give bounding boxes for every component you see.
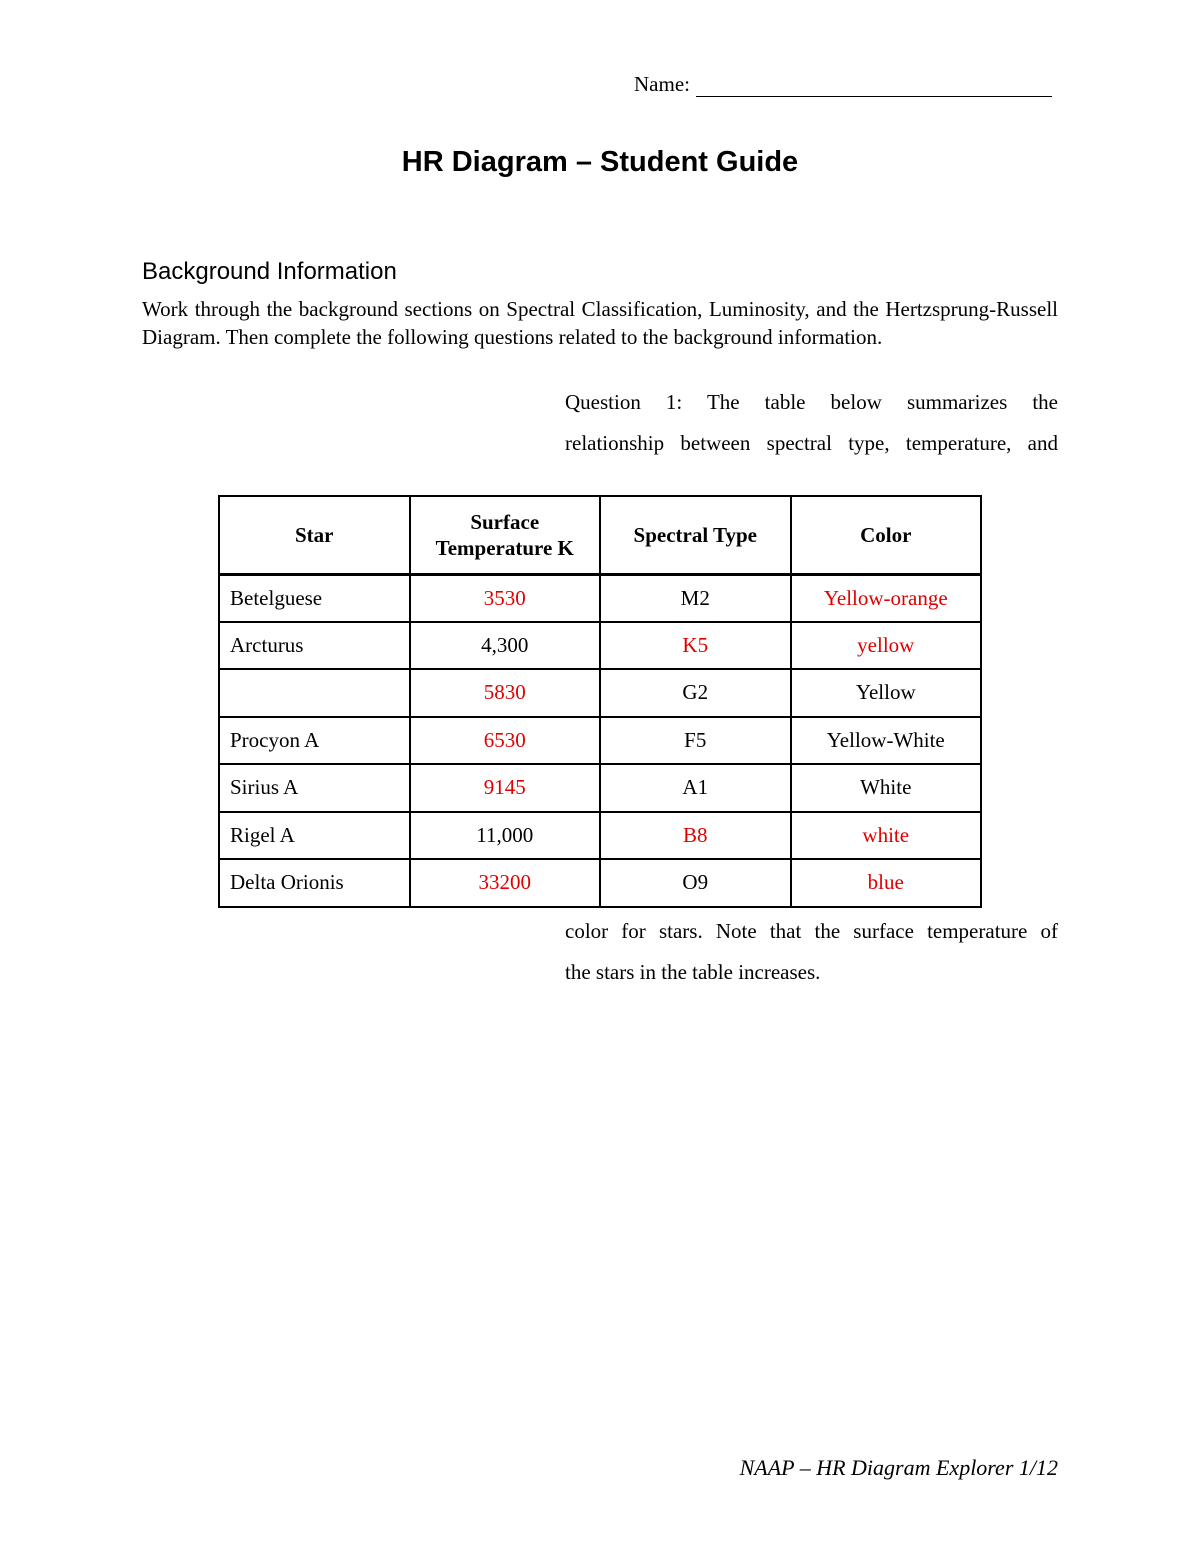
cell-star: Delta Orionis xyxy=(219,859,410,907)
cell-spectral-type[interactable]: B8 xyxy=(600,812,791,860)
cell-color[interactable]: yellow xyxy=(791,622,982,670)
cell-star: Sirius A xyxy=(219,764,410,812)
header-spectral-type: Spectral Type xyxy=(600,496,791,574)
question-1-line-1: Question 1: The table below summarizes the xyxy=(565,390,1058,414)
question-1-text-bottom xyxy=(565,911,1058,993)
cell-star: Rigel A xyxy=(219,812,410,860)
cell-color[interactable]: white xyxy=(791,812,982,860)
cell-spectral-type: A1 xyxy=(600,764,791,812)
name-blank-line[interactable] xyxy=(696,76,1052,97)
cell-star: Betelguese xyxy=(219,574,410,622)
intro-paragraph: Work through the background sections on Spectral Classification, Luminosity, and the Hertzsprung-Russell Diagram. Then complete the following questions related to the background information. xyxy=(142,297,1058,349)
cell-temperature[interactable]: 5830 xyxy=(410,669,601,717)
question-1-line-3: color for stars. Note that the surface temperature of xyxy=(565,919,1058,943)
section-heading: Background Information xyxy=(142,258,397,285)
cell-color: Yellow-White xyxy=(791,717,982,765)
header-star: Star xyxy=(219,496,410,574)
table-row xyxy=(219,717,981,765)
question-1-line-4: the stars in the table increases. xyxy=(565,960,821,984)
header-surface-temperature: Surface Temperature K xyxy=(410,496,601,574)
table-row xyxy=(219,812,981,860)
table-row xyxy=(219,574,981,622)
cell-color[interactable]: blue xyxy=(791,859,982,907)
cell-color: White xyxy=(791,764,982,812)
name-label: Name: xyxy=(634,72,690,96)
cell-spectral-type[interactable]: K5 xyxy=(600,622,791,670)
cell-star: Procyon A xyxy=(219,717,410,765)
header-color: Color xyxy=(791,496,982,574)
cell-star[interactable] xyxy=(219,669,410,717)
page-footer: NAAP – HR Diagram Explorer 1/12 xyxy=(739,1455,1058,1480)
cell-color[interactable]: Yellow-orange xyxy=(791,574,982,622)
cell-temperature[interactable]: 6530 xyxy=(410,717,601,765)
star-table xyxy=(218,495,982,908)
table-header-row xyxy=(219,496,981,574)
cell-color: Yellow xyxy=(791,669,982,717)
cell-temperature[interactable]: 33200 xyxy=(410,859,601,907)
question-1-text-top xyxy=(565,382,1058,464)
table-row xyxy=(219,669,981,717)
question-1-line-2: relationship between spectral type, temperature, and xyxy=(565,431,1058,455)
cell-temperature: 11,000 xyxy=(410,812,601,860)
cell-star: Arcturus xyxy=(219,622,410,670)
cell-temperature: 4,300 xyxy=(410,622,601,670)
cell-temperature[interactable]: 3530 xyxy=(410,574,601,622)
cell-spectral-type: F5 xyxy=(600,717,791,765)
cell-spectral-type: O9 xyxy=(600,859,791,907)
cell-spectral-type: G2 xyxy=(600,669,791,717)
cell-spectral-type: M2 xyxy=(600,574,791,622)
name-field xyxy=(634,72,1052,97)
table-row xyxy=(219,622,981,670)
cell-temperature[interactable]: 9145 xyxy=(410,764,601,812)
table-row xyxy=(219,859,981,907)
table-row xyxy=(219,764,981,812)
page-title: HR Diagram – Student Guide xyxy=(401,146,799,178)
